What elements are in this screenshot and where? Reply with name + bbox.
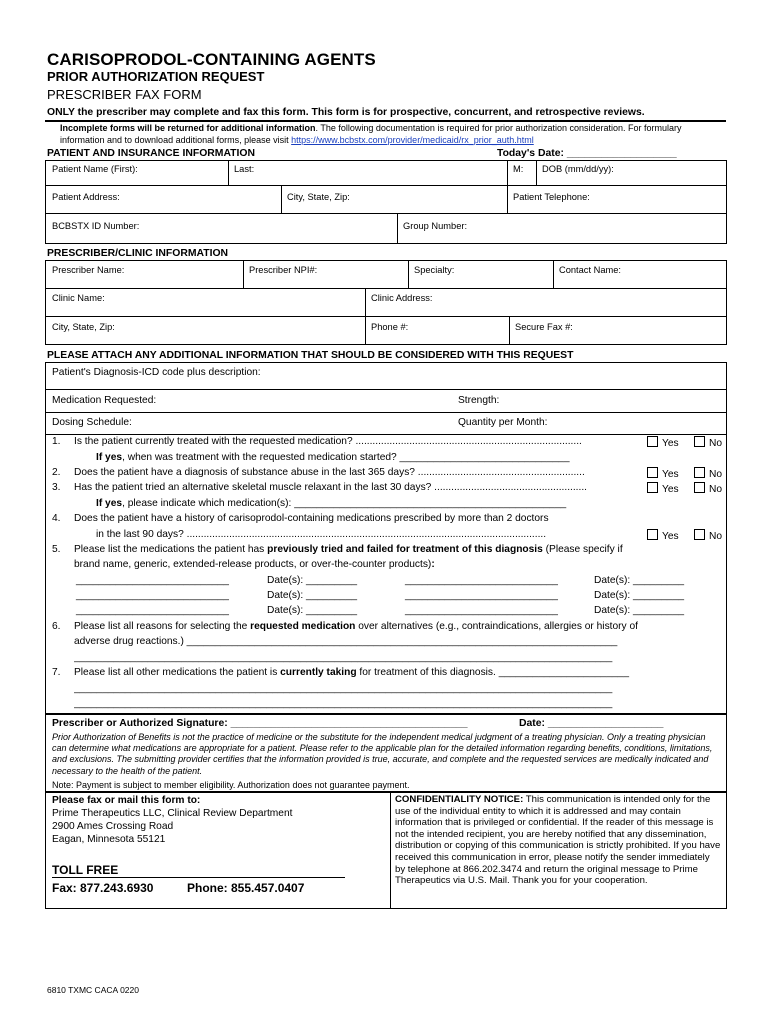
formulary-link[interactable]: https://www.bcbstx.com/provider/medicaid/rx_prior_auth.html [291, 134, 534, 145]
header-rule [45, 120, 726, 122]
secure-fax-field[interactable]: Secure Fax #: [515, 322, 573, 332]
q6-reasons-field-2[interactable]: _______________________________________________________________________________________________ [74, 652, 613, 663]
patient-id-field[interactable]: BCBSTX ID Number: [52, 221, 140, 231]
company-name: Prime Therapeutics LLC, Clinical Review Department [52, 808, 293, 819]
no-label: No [709, 484, 723, 495]
clinic-name-field[interactable]: Clinic Name: [52, 293, 105, 303]
q5-text-cont: brand name, generic, extended-release products, or over-the-counter products): [74, 559, 435, 570]
q3-yes-checkbox[interactable] [647, 482, 658, 493]
patient-address-field[interactable]: Patient Address: [52, 192, 120, 202]
q7-number: 7. [52, 667, 61, 678]
clinic-phone-field[interactable]: Phone #: [371, 322, 409, 332]
group-number-field[interactable]: Group Number: [403, 221, 468, 231]
patient-last-name-field[interactable]: Last: [234, 164, 255, 174]
q5-med-1-field[interactable]: ___________________________ [76, 575, 229, 586]
specialty-field[interactable]: Specialty: [414, 265, 455, 275]
q5-date-5-field[interactable]: Date(s): _________ [267, 605, 358, 616]
fax-number: Fax: 877.243.6930 [52, 881, 154, 895]
q6-number: 6. [52, 621, 61, 632]
toll-free-label: TOLL FREE [52, 863, 119, 877]
diagnosis-field[interactable]: Patient's Diagnosis-ICD code plus description: [52, 367, 261, 378]
q7-medications-field-2[interactable]: _______________________________________________________________________________________________ [74, 698, 613, 709]
no-label: No [709, 438, 723, 449]
only-notice: ONLY the prescriber may complete and fax this form. This form is for prospective, concurrent, and retrospective reviews. [47, 107, 645, 118]
q5-number: 5. [52, 544, 61, 555]
q1-text: Is the patient currently treated with the requested medication? ................................................................................ [74, 436, 582, 447]
q7-text[interactable]: Please list all other medications the patient is currently taking for treatment of this diagnosis. _______________________ [74, 667, 630, 678]
no-label: No [709, 469, 723, 480]
disclaimer-text: Prior Authorization of Benefits is not the practice of medicine or the substitute for the independent medical judgment of a treating physician. Only a treating physician can determine what medications are appropriate for a patient. Please refer to the applicable plan for the detailed information regarding benefits, conditions, limitations, and exclusions. The submitting provider certifies that the information provided is true, accurate, and complete and the requested services are medically indicated and necessary to the health of the patient. [52, 732, 713, 776]
q2-yes-checkbox[interactable] [647, 467, 658, 478]
q4-text-cont: in the last 90 days? ............................................................................................................................... [96, 529, 547, 540]
q1-number: 1. [52, 436, 61, 447]
clinic-address-field[interactable]: Clinic Address: [371, 293, 433, 303]
patient-info-table [45, 160, 727, 244]
q3-text: Has the patient tried an alternative skeletal muscle relaxant in the last 30 days? ...................................................... [74, 482, 588, 493]
patient-telephone-field[interactable]: Patient Telephone: [513, 192, 590, 202]
prescriber-npi-field[interactable]: Prescriber NPI#: [249, 265, 318, 275]
q4-text: Does the patient have a history of carisoprodol-containing medications prescribed by more than 2 doctors [74, 513, 549, 524]
q5-med-4-field[interactable]: ___________________________ [405, 590, 558, 601]
clinic-city-state-zip-field[interactable]: City, State, Zip: [52, 322, 115, 332]
form-type: PRESCRIBER FAX FORM [47, 87, 202, 102]
address-line-1: 2900 Ames Crossing Road [52, 821, 174, 832]
contact-name-field[interactable]: Contact Name: [559, 265, 622, 275]
q2-no-checkbox[interactable] [694, 467, 705, 478]
patient-dob-field[interactable]: DOB (mm/dd/yy): [542, 164, 614, 174]
form-subtitle: PRIOR AUTHORIZATION REQUEST [47, 69, 265, 84]
yes-label: Yes [662, 531, 679, 542]
yes-label: Yes [662, 484, 679, 495]
q5-text: Please list the medications the patient has previously tried and failed for treatment of this diagnosis (Please specify if [74, 544, 623, 555]
q5-date-1-field[interactable]: Date(s): _________ [267, 575, 358, 586]
prescriber-section-title: PRESCRIBER/CLINIC INFORMATION [47, 248, 229, 259]
q3-number: 3. [52, 482, 61, 493]
q6-reasons-field[interactable]: adverse drug reactions.) ____________________________________________________________________________ [74, 636, 618, 647]
patient-mi-field[interactable]: M: [513, 164, 524, 174]
yes-label: Yes [662, 438, 679, 449]
q5-med-6-field[interactable]: ___________________________ [405, 605, 558, 616]
confidentiality-notice: CONFIDENTIALITY NOTICE: This communication is intended only for the use of the individual entity to which it is addressed and may contain information that is privileged or confidential. If the reader of this message is not the intended recipient, you are hereby notified that any dissemination, distribution or copying of this communication is strictly prohibited. If you have received this communication in error, please notify the sender immediately by telephone at 866.202.3474 and return the original message to Prime Therapeutics via U.S. Mail. Thank you for your cooperation. [395, 794, 721, 887]
strength-field[interactable]: Strength: [458, 395, 500, 406]
no-label: No [709, 531, 723, 542]
q1-yes-checkbox[interactable] [647, 436, 658, 447]
q5-med-2-field[interactable]: ___________________________ [405, 575, 558, 586]
yes-label: Yes [662, 469, 679, 480]
q5-med-3-field[interactable]: ___________________________ [76, 590, 229, 601]
patient-section-title: PATIENT AND INSURANCE INFORMATION [47, 148, 255, 159]
q4-yes-checkbox[interactable] [647, 529, 658, 540]
patient-city-state-zip-field[interactable]: City, State, Zip: [287, 192, 350, 202]
q6-text: Please list all reasons for selecting the requested medication over alternatives (e.g., contraindications, allergies or history of [74, 621, 638, 632]
q3-no-checkbox[interactable] [694, 482, 705, 493]
todays-date-field[interactable]: Today's Date: ___________________ [497, 148, 677, 159]
q5-med-5-field[interactable]: ___________________________ [76, 605, 229, 616]
q5-date-3-field[interactable]: Date(s): _________ [267, 590, 358, 601]
phone-number: Phone: 855.457.0407 [187, 881, 305, 895]
medication-requested-field[interactable]: Medication Requested: [52, 395, 157, 406]
q7-medications-field[interactable]: _______________________________________________________________________________________________ [74, 683, 613, 694]
signature-box [45, 714, 727, 792]
payment-note: Note: Payment is subject to member eligibility. Authorization does not guarantee payment. [52, 780, 410, 790]
fax-mail-title: Please fax or mail this form to: [52, 795, 201, 806]
q5-date-6-field[interactable]: Date(s): _________ [594, 605, 685, 616]
signature-date-field[interactable]: Date: ____________________ [519, 718, 664, 729]
prescriber-name-field[interactable]: Prescriber Name: [52, 265, 125, 275]
q4-no-checkbox[interactable] [694, 529, 705, 540]
quantity-per-month-field[interactable]: Quantity per Month: [458, 417, 548, 428]
medication-info-table [45, 362, 727, 435]
additional-section-title: PLEASE ATTACH ANY ADDITIONAL INFORMATION THAT SHOULD BE CONSIDERED WITH THIS REQUEST [47, 350, 574, 361]
q3-medications-field[interactable]: If yes, please indicate which medication(s): ________________________________________________ [96, 498, 567, 509]
incomplete-notice: Incomplete forms will be returned for additional information. The following documentation is required for prior authorization consideration. For formulary information and to download additional forms, please visit https://www.bcbstx.com/provider/medicaid/rx_prior_auth.html [60, 123, 682, 145]
q5-date-4-field[interactable]: Date(s): _________ [594, 590, 685, 601]
q2-text: Does the patient have a diagnosis of substance abuse in the last 365 days? ........................................................... [74, 467, 585, 478]
q1-no-checkbox[interactable] [694, 436, 705, 447]
form-title: CARISOPRODOL-CONTAINING AGENTS [47, 50, 376, 69]
q4-number: 4. [52, 513, 61, 524]
signature-field[interactable]: Prescriber or Authorized Signature: _________________________________________ [52, 718, 468, 729]
form-code: 6810 TXMC CACA 0220 [47, 985, 139, 995]
prescriber-info-table [45, 260, 727, 345]
patient-first-name-field[interactable]: Patient Name (First): [52, 164, 138, 174]
dosing-schedule-field[interactable]: Dosing Schedule: [52, 417, 132, 428]
address-line-2: Eagan, Minnesota 55121 [52, 834, 166, 845]
q2-number: 2. [52, 467, 61, 478]
contact-box [45, 792, 727, 909]
q1-start-date-field[interactable]: If yes, when was treatment with the requested medication started? ______________________________ [96, 452, 570, 463]
q5-date-2-field[interactable]: Date(s): _________ [594, 575, 685, 586]
